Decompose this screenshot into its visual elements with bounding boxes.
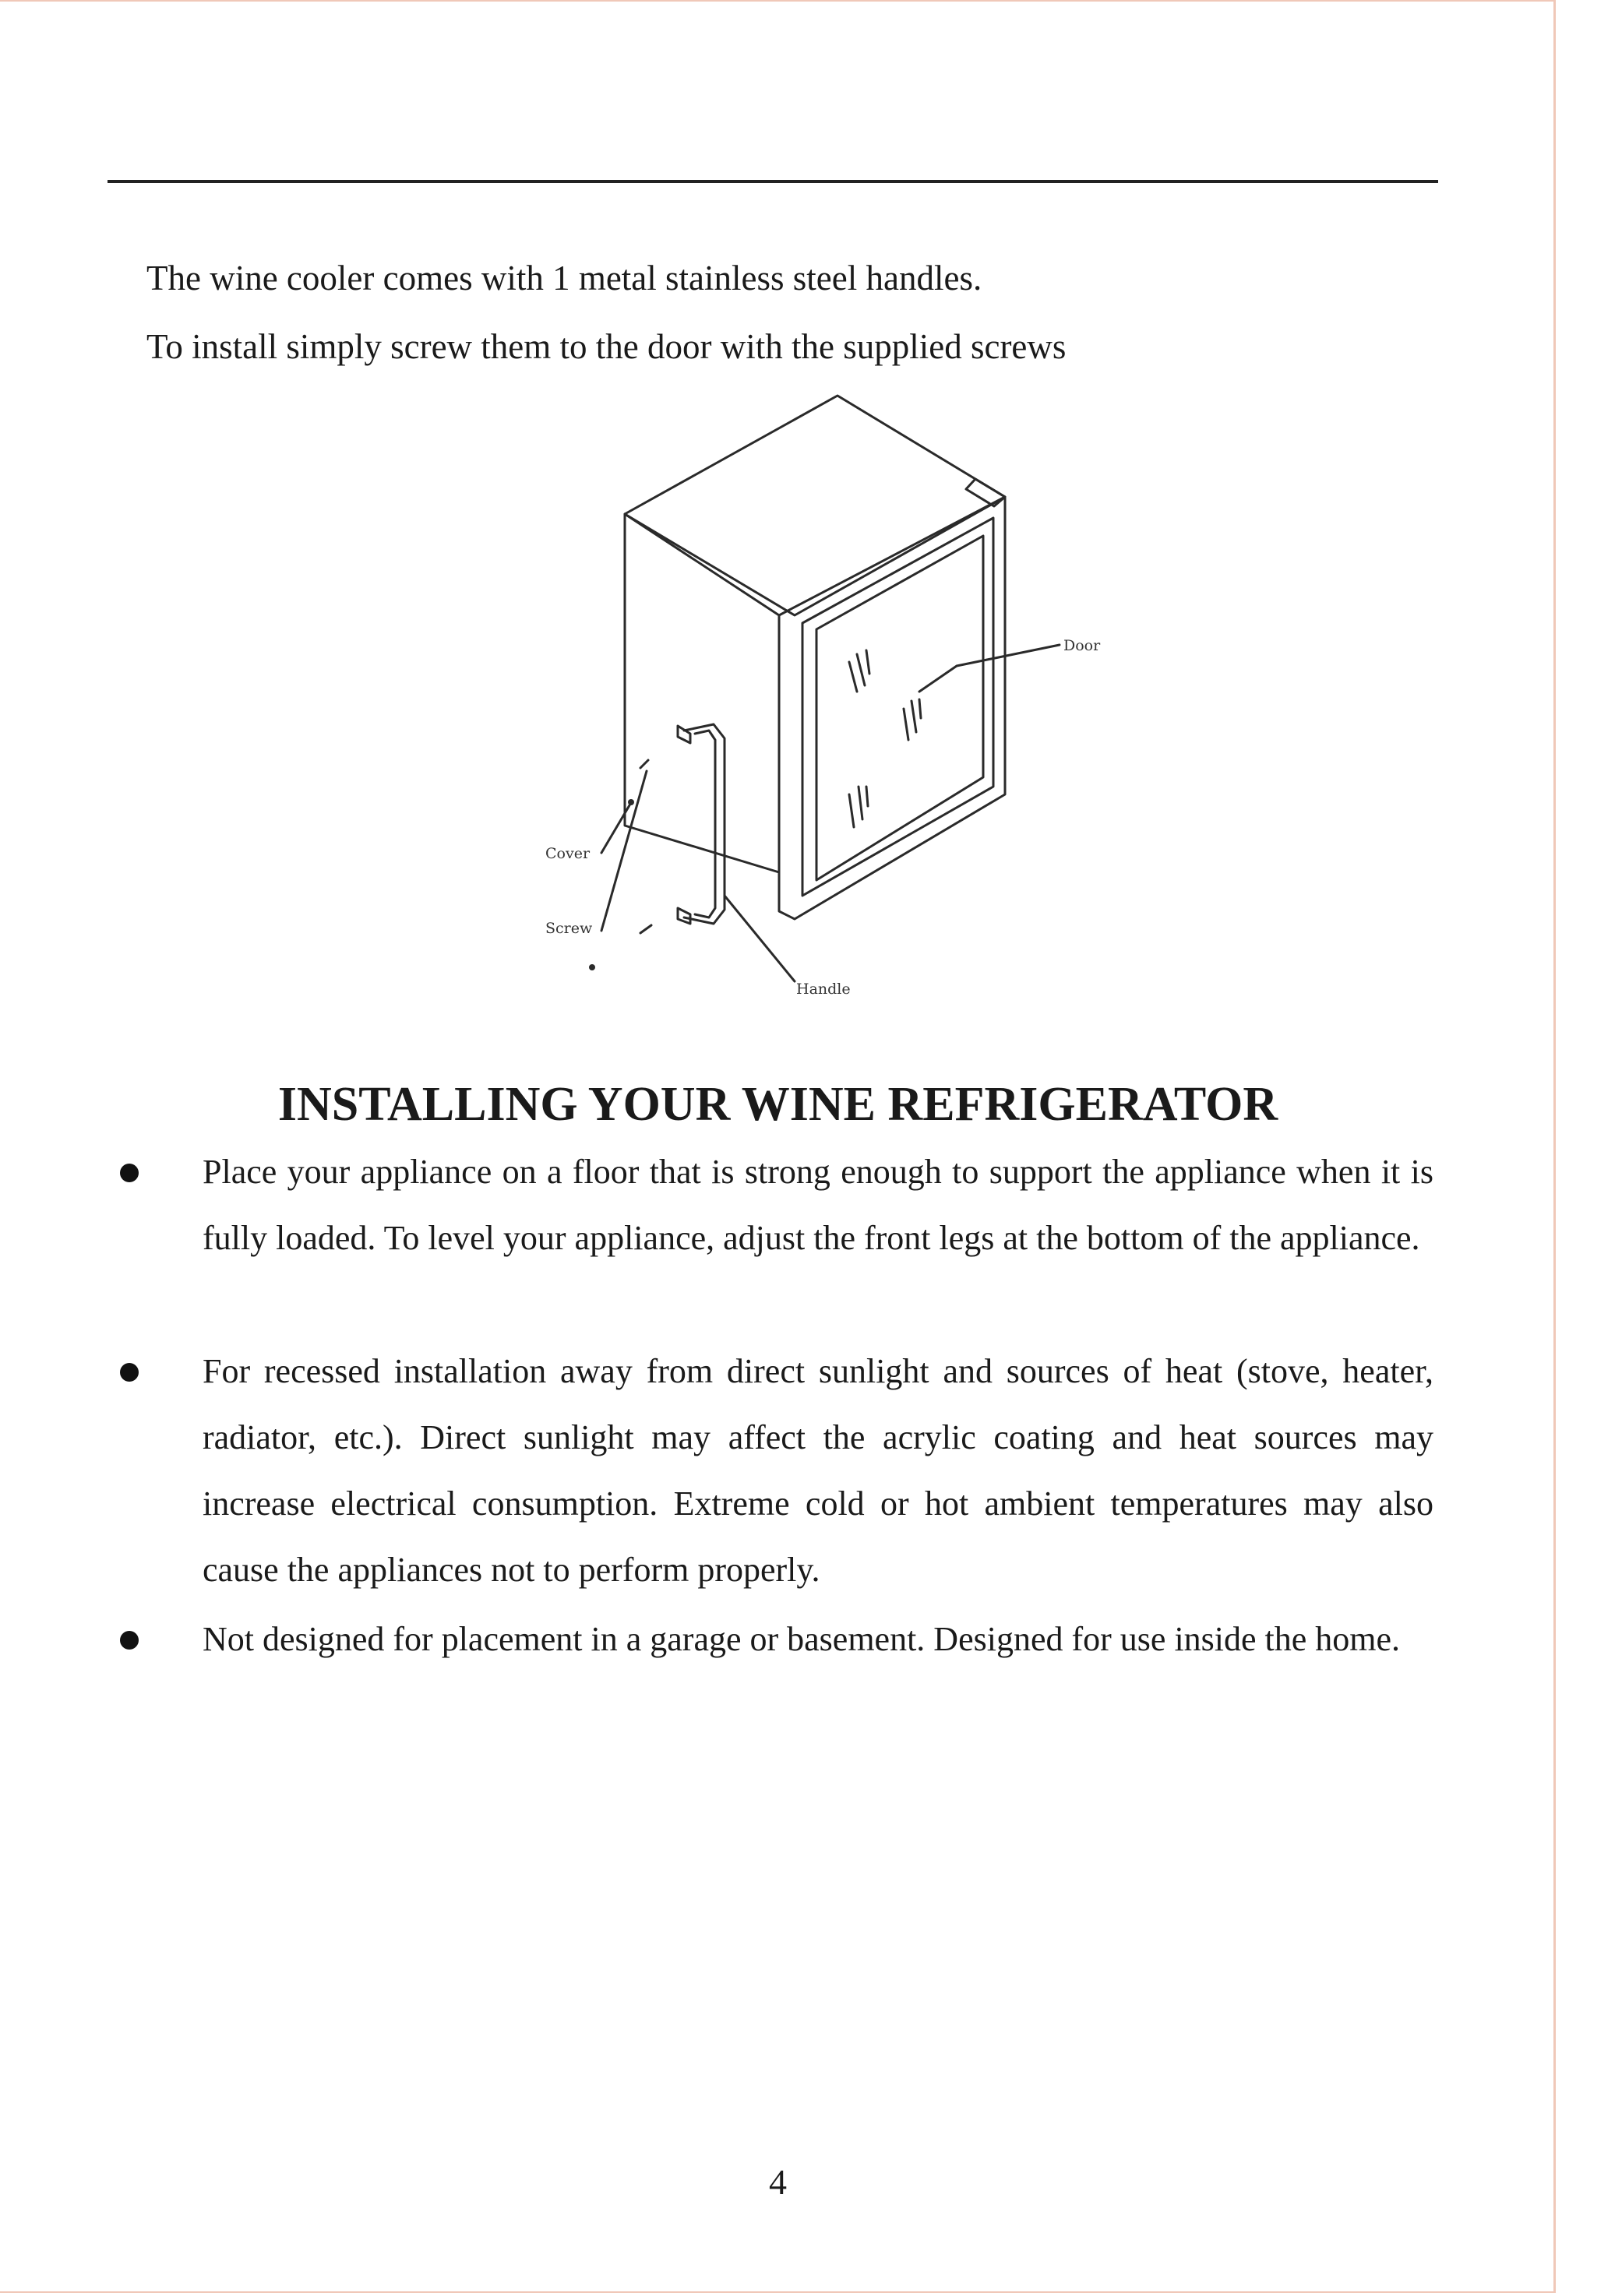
bullet-icon (120, 1631, 139, 1650)
bullet-icon (120, 1363, 139, 1382)
cover-bottom (589, 964, 595, 970)
door-glass (816, 536, 983, 880)
page-number: 4 (769, 2162, 787, 2202)
wine-cooler-diagram (467, 382, 1137, 1012)
screw-label: Screw (545, 920, 593, 937)
intro-line-1: The wine cooler comes with 1 metal stainless steel handles. (146, 259, 982, 298)
handle-bar (684, 724, 725, 924)
cover-top (628, 799, 634, 805)
door-label: Door (1063, 637, 1101, 654)
handle-bottom-mount (678, 908, 690, 924)
handle-label: Handle (796, 981, 851, 998)
intro-line-2: To install simply screw them to the door with the supplied screws (146, 327, 1067, 366)
glass-reflection-2 (904, 699, 921, 740)
glass-reflection-1 (849, 650, 869, 692)
handle-leader (725, 896, 795, 981)
door-inner (802, 518, 993, 896)
glass-reflection-3 (849, 787, 868, 827)
list-item-text: Place your appliance on a floor that is strong enough to support the appliance when it is fully loaded. To level your appliance, adjust the front legs at the bottom of the appliance. (203, 1153, 1433, 1257)
screw-bottom (640, 925, 651, 933)
screw-top (640, 760, 648, 768)
bullet-icon (120, 1164, 139, 1182)
cabinet-side (625, 514, 779, 872)
handle-bar-inner (695, 731, 715, 917)
list-item-text: For recessed installation away from direct sunlight and sources of heat (stove, heater, radiator, etc.). Direct sunlight may affect the acrylic coating and heat sources may increase electrical consumption. Extreme cold or hot ambient temperatures may also cause the appliances not to perform properly. (203, 1352, 1433, 1589)
cabinet-top (625, 396, 1005, 615)
hinge (966, 479, 1005, 506)
wine-cooler-illustration (467, 382, 1137, 1012)
header-rule (108, 180, 1438, 183)
cover-label: Cover (545, 845, 591, 862)
list-item-text: Not designed for placement in a garage or basement. Designed for use inside the home. (203, 1620, 1401, 1658)
section-title: INSTALLING YOUR WINE REFRIGERATOR (277, 1078, 1278, 1131)
door-leader (919, 645, 1060, 692)
